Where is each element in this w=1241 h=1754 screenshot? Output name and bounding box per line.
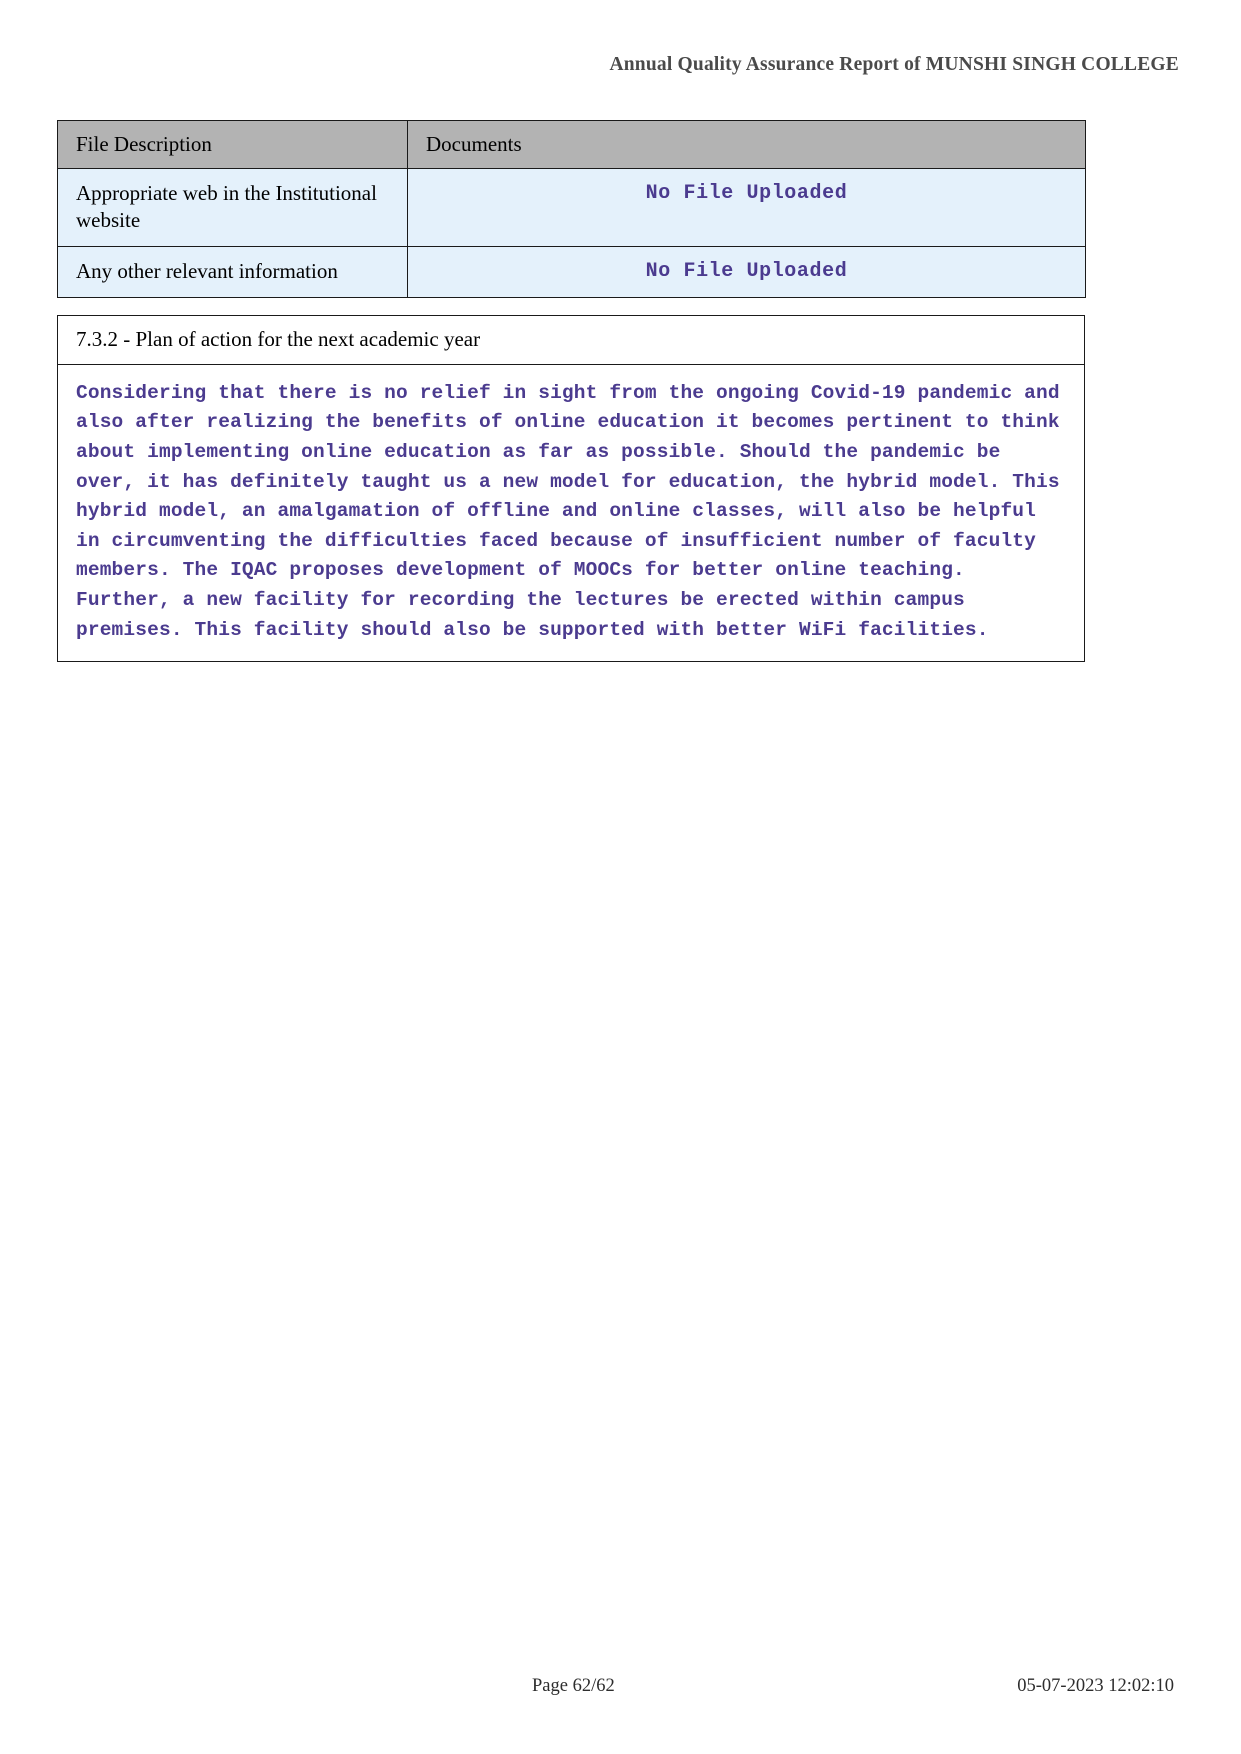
cell-file-description: Any other relevant information: [58, 246, 408, 297]
plan-of-action-section: [57, 315, 1085, 663]
cell-document-status: No File Uploaded: [408, 246, 1086, 297]
table-row: [58, 246, 1086, 297]
page-header-title: Annual Quality Assurance Report of MUNSHI SINGH COLLEGE: [609, 54, 1179, 75]
footer-page-number: Page 62/62: [532, 1676, 615, 1696]
page-footer: [0, 1676, 1241, 1698]
section-title: 7.3.2 - Plan of action for the next academic year: [58, 316, 1084, 365]
file-description-table: [57, 120, 1086, 298]
column-header-documents: Documents: [408, 121, 1086, 169]
footer-timestamp: 05-07-2023 12:02:10: [1017, 1676, 1174, 1696]
page-content: [57, 120, 1085, 662]
table-header-row: [58, 121, 1086, 169]
cell-document-status: No File Uploaded: [408, 169, 1086, 247]
cell-file-description: Appropriate web in the Institutional website: [58, 169, 408, 247]
column-header-file-description: File Description: [58, 121, 408, 169]
table-row: [58, 169, 1086, 247]
section-body-text: Considering that there is no relief in sight from the ongoing Covid-19 pandemic and also after realizing the benefits of online education it becomes pertinent to think about implementing online education as far as possible. Should the pandemic be over, it has definitely taught us a new model for education, the hybrid model. This hybrid model, an amalgamation of offline and online classes, will also be helpful in circumventing the difficulties faced because of insufficient number of faculty members. The IQAC proposes development of MOOCs for better online teaching. Further, a new facility for recording the lectures be erected within campus premises. This facility should also be supported with better WiFi facilities.: [76, 381, 1072, 641]
